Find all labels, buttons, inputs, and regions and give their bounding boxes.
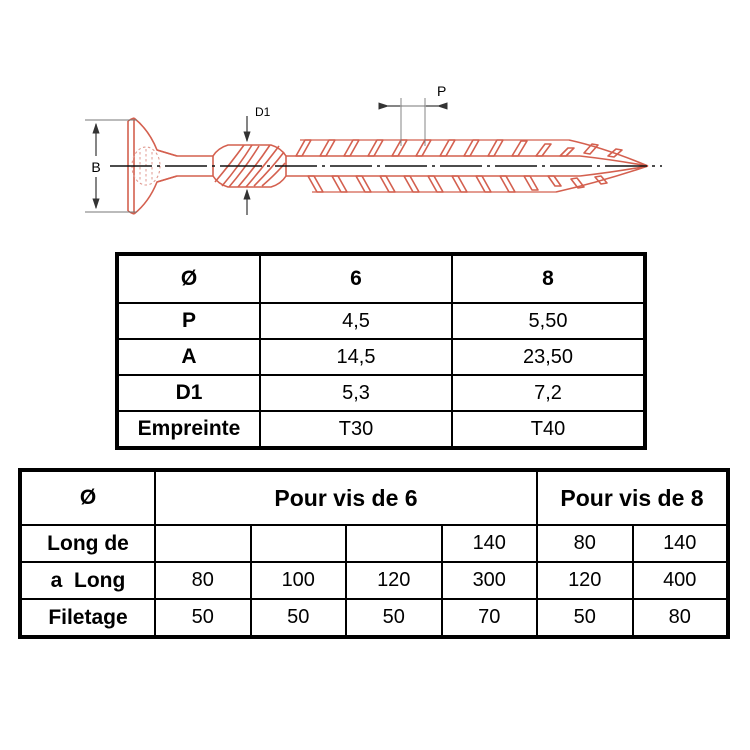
table-row <box>20 562 728 599</box>
spec-row-label-empreinte: Empreinte <box>117 411 260 448</box>
table-row <box>117 375 645 411</box>
table-row <box>20 525 728 562</box>
spec-value-empreinte-8: T40 <box>452 411 645 448</box>
dimension-p-label: P <box>437 83 447 99</box>
threading-c3: 50 <box>346 599 442 637</box>
threading-c2: 50 <box>251 599 347 637</box>
length-from-c6: 140 <box>633 525 729 562</box>
length-from-c1 <box>155 525 251 562</box>
spec-value-empreinte-6: T30 <box>260 411 452 448</box>
spec-header-col-8: 8 <box>452 254 645 303</box>
length-header-diameter-symbol: Ø <box>20 470 155 525</box>
spec-value-d1-8: 7,2 <box>452 375 645 411</box>
length-row-label-a-long: a Long <box>20 562 155 599</box>
length-from-c2 <box>251 525 347 562</box>
screw-drawing <box>0 78 750 238</box>
table-row <box>117 339 645 375</box>
length-row-label-long-de: Long de <box>20 525 155 562</box>
threading-c1: 50 <box>155 599 251 637</box>
spec-value-a-6: 14,5 <box>260 339 452 375</box>
length-to-c3: 120 <box>346 562 442 599</box>
length-from-c4: 140 <box>442 525 538 562</box>
table-row <box>117 303 645 339</box>
length-from-c5: 80 <box>537 525 633 562</box>
table-header-row <box>20 470 728 525</box>
spec-header-diameter-symbol: Ø <box>117 254 260 303</box>
spec-value-a-8: 23,50 <box>452 339 645 375</box>
length-to-c1: 80 <box>155 562 251 599</box>
length-to-c6: 400 <box>633 562 729 599</box>
dimension-d1-label: D1 <box>255 105 271 119</box>
dimension-b-label: B <box>91 159 101 175</box>
screw-specifications-table <box>115 252 647 450</box>
spec-value-p-6: 4,5 <box>260 303 452 339</box>
spec-header-col-6: 6 <box>260 254 452 303</box>
dimension-p <box>380 82 452 146</box>
length-group-header-vis-8: Pour vis de 8 <box>537 470 728 525</box>
length-to-c2: 100 <box>251 562 347 599</box>
table-row <box>20 599 728 637</box>
length-group-header-vis-6: Pour vis de 6 <box>155 470 537 525</box>
spec-row-label-d1: D1 <box>117 375 260 411</box>
spec-value-d1-6: 5,3 <box>260 375 452 411</box>
length-to-c5: 120 <box>537 562 633 599</box>
length-row-label-filetage: Filetage <box>20 599 155 637</box>
threading-c5: 50 <box>537 599 633 637</box>
threading-c4: 70 <box>442 599 538 637</box>
spec-value-p-8: 5,50 <box>452 303 645 339</box>
screw-length-table <box>18 468 730 639</box>
spec-row-label-p: P <box>117 303 260 339</box>
threading-c6: 80 <box>633 599 729 637</box>
length-to-c4: 300 <box>442 562 538 599</box>
table-row <box>117 411 645 448</box>
table-header-row <box>117 254 645 303</box>
spec-row-label-a: A <box>117 339 260 375</box>
length-from-c3 <box>346 525 442 562</box>
